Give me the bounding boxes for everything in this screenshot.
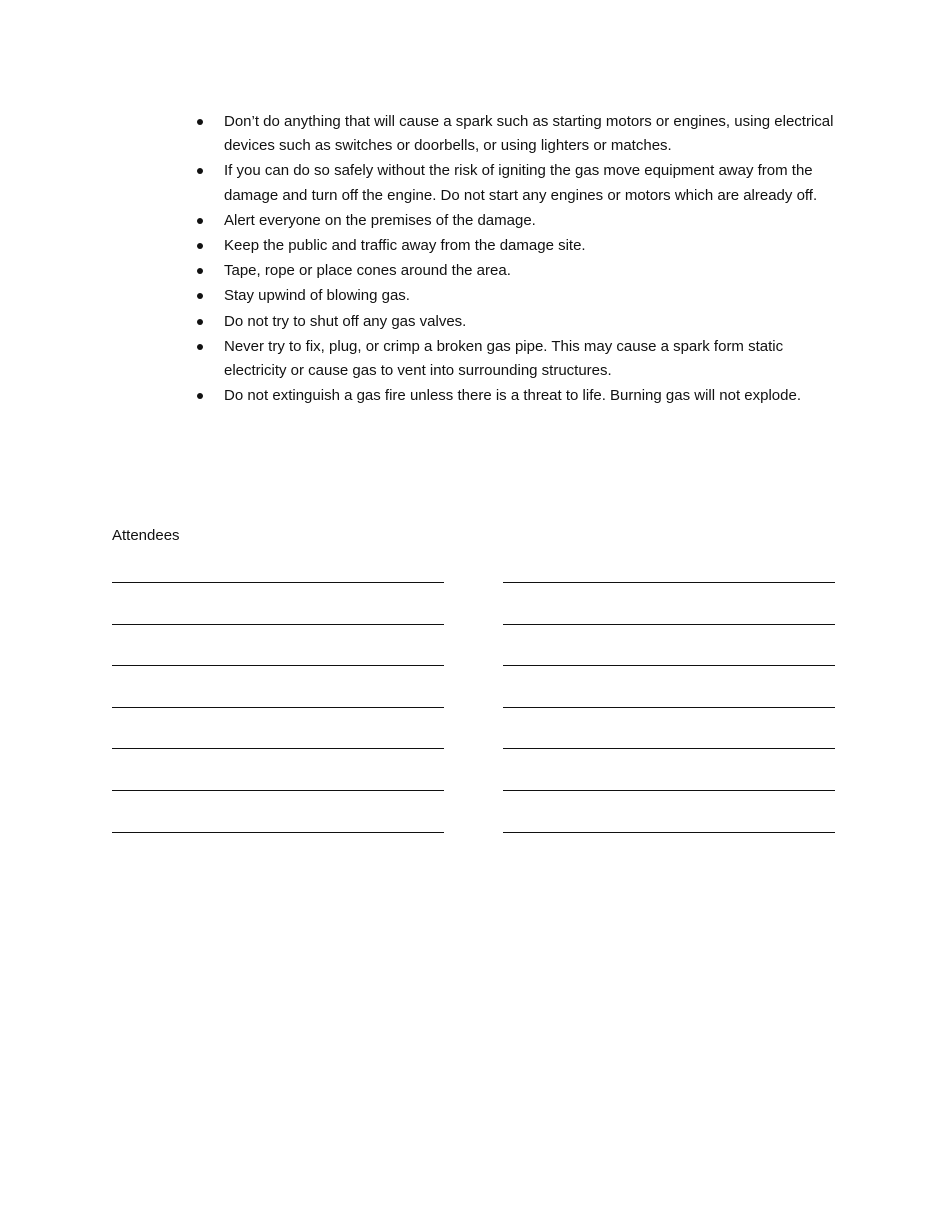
bullet-icon xyxy=(197,319,203,325)
bullet-icon xyxy=(197,268,203,274)
attendee-signature-line[interactable] xyxy=(503,624,835,625)
list-item xyxy=(196,259,846,283)
attendee-signature-line[interactable] xyxy=(503,832,835,833)
list-item-text: Do not extinguish a gas fire unless there is a threat to life. Burning gas will not explode. xyxy=(224,387,801,405)
bullet-icon xyxy=(197,344,203,350)
attendee-signature-line[interactable] xyxy=(112,790,444,791)
attendee-signature-line[interactable] xyxy=(503,665,835,666)
list-item xyxy=(196,159,846,207)
safety-instructions-list xyxy=(196,110,846,409)
list-item xyxy=(196,110,846,158)
list-item-text: Never try to fix, plug, or crimp a broken gas pipe. This may cause a spark form static electricity or cause gas to vent into surrounding structures. xyxy=(224,337,784,380)
attendee-signature-line[interactable] xyxy=(112,665,444,666)
list-item-text: Do not try to shut off any gas valves. xyxy=(224,312,467,330)
bullet-icon xyxy=(197,218,203,224)
list-item xyxy=(196,209,846,233)
attendee-signature-line[interactable] xyxy=(503,707,835,708)
attendee-signature-line[interactable] xyxy=(503,582,835,583)
signature-row xyxy=(112,624,836,666)
signature-row xyxy=(112,748,836,790)
list-item xyxy=(196,310,846,334)
bullet-icon xyxy=(197,393,203,399)
signature-row xyxy=(112,582,836,624)
attendee-signature-line[interactable] xyxy=(112,582,444,583)
list-item-text: Stay upwind of blowing gas. xyxy=(224,287,410,305)
attendee-signature-grid xyxy=(112,582,836,873)
list-item xyxy=(196,335,846,383)
list-item-text: If you can do so safely without the risk of igniting the gas move equipment away from the damage and turn off the engine. Do not start any engines or motors which are already off. xyxy=(224,162,818,204)
list-item xyxy=(196,284,846,308)
attendee-signature-line[interactable] xyxy=(112,707,444,708)
attendee-signature-line[interactable] xyxy=(503,790,835,791)
list-item-text: Tape, rope or place cones around the area. xyxy=(224,262,511,280)
list-item xyxy=(196,384,846,408)
signature-row xyxy=(112,707,836,749)
list-item xyxy=(196,234,846,258)
signature-row xyxy=(112,665,836,707)
attendee-signature-line[interactable] xyxy=(112,624,444,625)
signature-row xyxy=(112,790,836,832)
bullet-icon xyxy=(197,293,203,299)
bullet-icon xyxy=(197,243,203,249)
attendees-heading: Attendees xyxy=(112,527,180,544)
bullet-icon xyxy=(197,168,203,174)
bullet-icon xyxy=(197,119,203,125)
signature-row xyxy=(112,832,836,874)
list-item-text: Keep the public and traffic away from the damage site. xyxy=(224,237,586,255)
list-item-text: Alert everyone on the premises of the damage. xyxy=(224,211,536,229)
attendee-signature-line[interactable] xyxy=(503,748,835,749)
attendee-signature-line[interactable] xyxy=(112,748,444,749)
list-item-text: Don’t do anything that will cause a spark such as starting motors or engines, using electrical devices such as switches or doorbells, or using lighters or matches. xyxy=(224,113,834,155)
attendee-signature-line[interactable] xyxy=(112,832,444,833)
